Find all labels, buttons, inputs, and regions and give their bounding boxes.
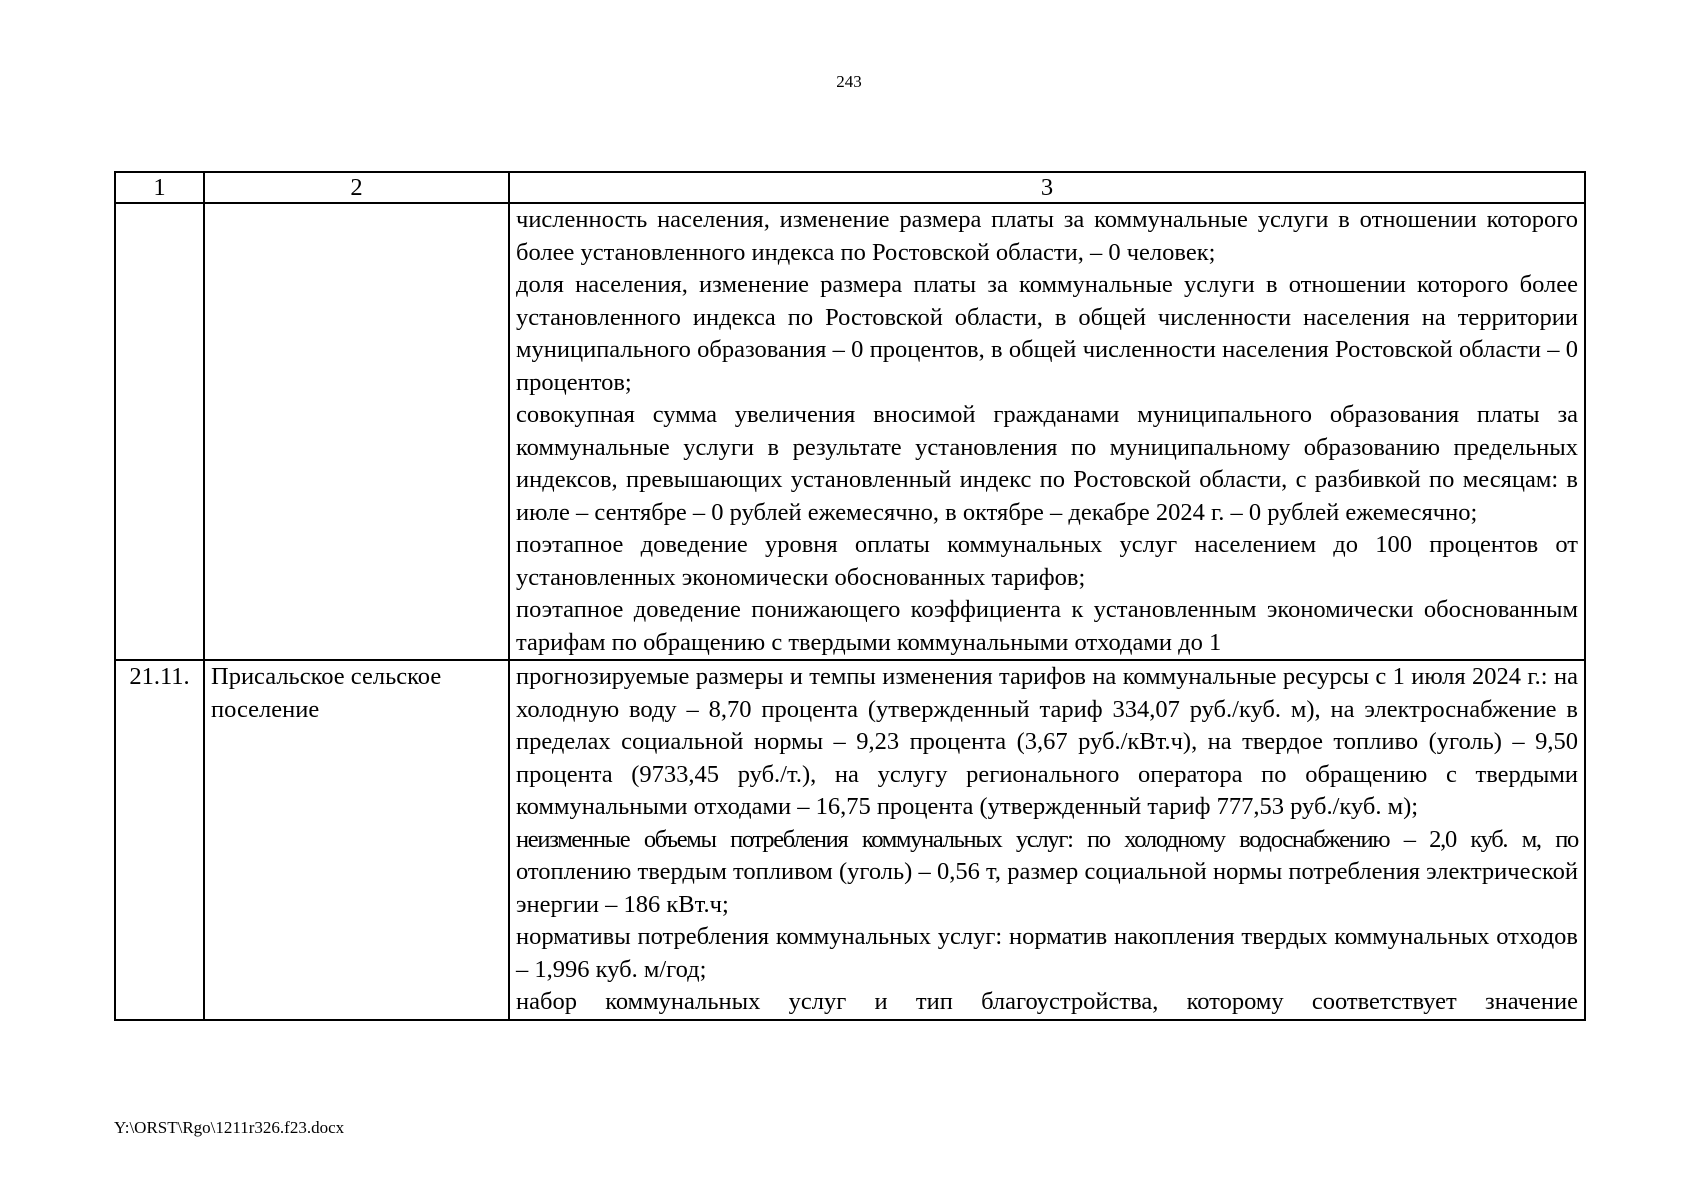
header-cell-2: 2 <box>204 172 509 203</box>
description-cell <box>509 203 1585 660</box>
paragraph: неизменные объемы потребления коммунальных услуг: по холодному водоснабжению – 2,0 куб. м, по <box>516 825 1578 853</box>
table-header-row <box>115 172 1585 203</box>
paragraph: нормативы потребления коммунальных услуг: норматив накопления твердых коммунальных отходов – 1,996 куб. м/год; <box>516 923 1578 983</box>
description-cell <box>509 660 1585 1020</box>
row-number-cell <box>115 203 204 660</box>
table-row <box>115 660 1585 1020</box>
header-cell-1: 1 <box>115 172 204 203</box>
header-cell-3: 3 <box>509 172 1585 203</box>
paragraph: поэтапное доведение понижающего коэффициента к установленным экономически обоснованным тарифам по обращению с твердыми коммунальными отходами до 1 <box>516 596 1578 656</box>
page-number: 243 <box>836 72 862 91</box>
paragraph: отоплению твердым топливом (уголь) – 0,56 т, размер социальной нормы потребления электрической энергии – 186 кВт.ч; <box>516 858 1578 918</box>
table-row <box>115 203 1585 660</box>
paragraph: прогнозируемые размеры и темпы изменения тарифов на коммунальные ресурсы с 1 июля 2024 г.: на холодную воду – 8,70 процента (утвержденный тариф 334,07 руб./куб. м), на электроснабжение в пределах социальной нормы – 9,23 процента (3,67 руб./кВт.ч), на твердое топливо (уголь) – 9,50 процента (9733,45 руб./т.), на услугу регионального оператора по обращению с твердыми коммунальными отходами – 16,75 процента (утвержденный тариф 777,53 руб./куб. м); <box>516 663 1578 820</box>
settlement-name-cell <box>204 203 509 660</box>
settlement-name-cell: Присальское сельское поселение <box>204 660 509 1020</box>
paragraph: численность населения, изменение размера платы за коммунальные услуги в отношении которого более установленного индекса по Ростовской области, – 0 человек; <box>516 206 1578 266</box>
paragraph: совокупная сумма увеличения вносимой гражданами муниципального образования платы за коммунальные услуги в результате установления по муниципальному образованию предельных индексов, превышающих установленный индекс по Ростовской области, с разбивкой по месяцам: в июле – сентябре – 0 рублей ежемесячно, в октябре – декабре 2024 г. – 0 рублей ежемесячно; <box>516 401 1578 526</box>
document-table <box>114 171 1586 1021</box>
paragraph: поэтапное доведение уровня оплаты коммунальных услуг населением до 100 процентов от установленных экономически обоснованных тарифов; <box>516 531 1578 591</box>
footer-file-path: Y:\ORST\Rgo\1211r326.f23.docx <box>114 1118 345 1137</box>
row-number-cell: 21.11. <box>115 660 204 1020</box>
paragraph: набор коммунальных услуг и тип благоустройства, которому соответствует значение <box>516 988 1578 1015</box>
paragraph: доля населения, изменение размера платы за коммунальные услуги в отношении которого более установленного индекса по Ростовской области, в общей численности населения на территории муниципального образования – 0 процентов, в общей численности населения Ростовской области – 0 процентов; <box>516 271 1578 396</box>
